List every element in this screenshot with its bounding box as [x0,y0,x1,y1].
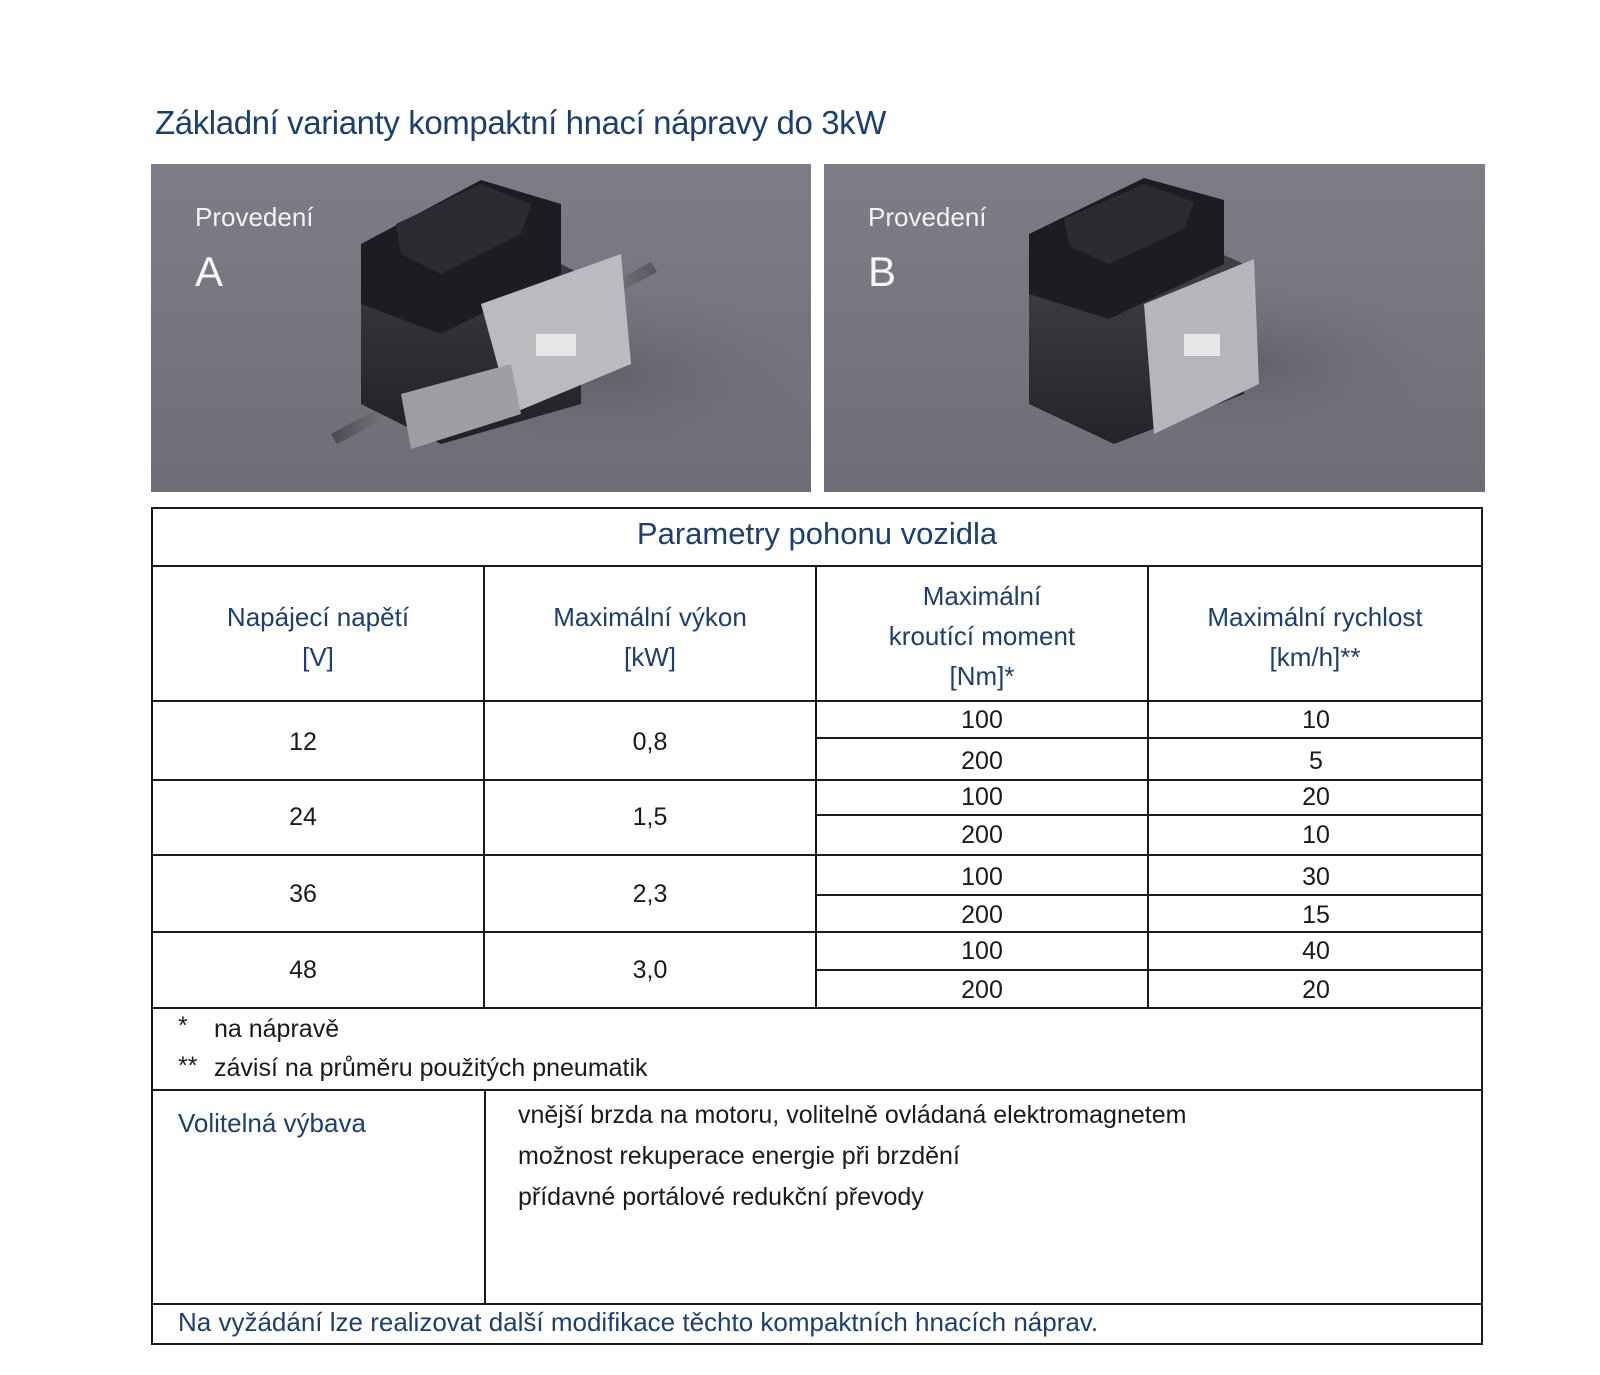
speed-cell: 15 [1302,901,1330,929]
header-speed: Maximální rychlost [km/h]** [1207,602,1423,672]
optional-item: možnost rekuperace energie při brzdění [518,1142,960,1170]
torque-cell: 200 [961,821,1003,849]
footnote-text: na nápravě [214,1015,340,1043]
speed-cell: 5 [1309,747,1323,775]
speed-cell: 20 [1302,783,1330,811]
variant-b-photo [824,164,1485,492]
footer-note: Na vyžádání lze realizovat další modifikace těchto kompaktních hnacích náprav. [178,1307,1099,1337]
power-cell: 0,8 [632,728,668,756]
voltage-cell: 48 [289,956,317,984]
footnote-mark: * [178,1012,188,1040]
variant-b-caption: Provedení [868,202,987,232]
speed-cell: 40 [1302,937,1330,965]
torque-cell: 200 [961,976,1003,1004]
variant-a-letter: A [195,248,224,295]
torque-cell: 100 [961,937,1003,965]
power-cell: 2,3 [632,880,668,908]
speed-cell: 30 [1302,863,1330,891]
voltage-cell: 24 [289,803,317,831]
variant-a-caption: Provedení [195,202,314,232]
torque-cell: 100 [961,783,1003,811]
torque-cell: 200 [961,747,1003,775]
torque-cell: 100 [961,706,1003,734]
optional-item: přídavné portálové redukční převody [518,1183,924,1211]
variant-a-photo [151,164,811,492]
voltage-cell: 12 [289,728,317,756]
speed-cell: 10 [1302,706,1330,734]
speed-cell: 20 [1302,976,1330,1004]
torque-cell: 200 [961,901,1003,929]
header-voltage: Napájecí napětí [V] [226,602,410,672]
page-title: Základní varianty kompaktní hnací nápravy do 3kW [155,104,887,141]
torque-cell: 100 [961,863,1003,891]
footnote-mark: ** [178,1052,198,1080]
power-cell: 3,0 [632,956,668,984]
voltage-cell: 36 [289,880,317,908]
header-power: Maximální výkon [kW] [553,602,747,672]
speed-cell: 10 [1302,821,1330,849]
footnote-text: závisí na průměru použitých pneumatik [214,1054,648,1082]
power-cell: 1,5 [632,803,668,831]
optional-equipment-label: Volitelná výbava [178,1108,366,1138]
table-title: Parametry pohonu vozidla [636,516,998,551]
header-torque: Maximální kroutící moment [Nm]* [888,581,1076,691]
optional-item: vnější brzda na motoru, volitelně ovládaná elektromagnetem [518,1101,1187,1129]
variant-b-letter: B [868,248,897,295]
